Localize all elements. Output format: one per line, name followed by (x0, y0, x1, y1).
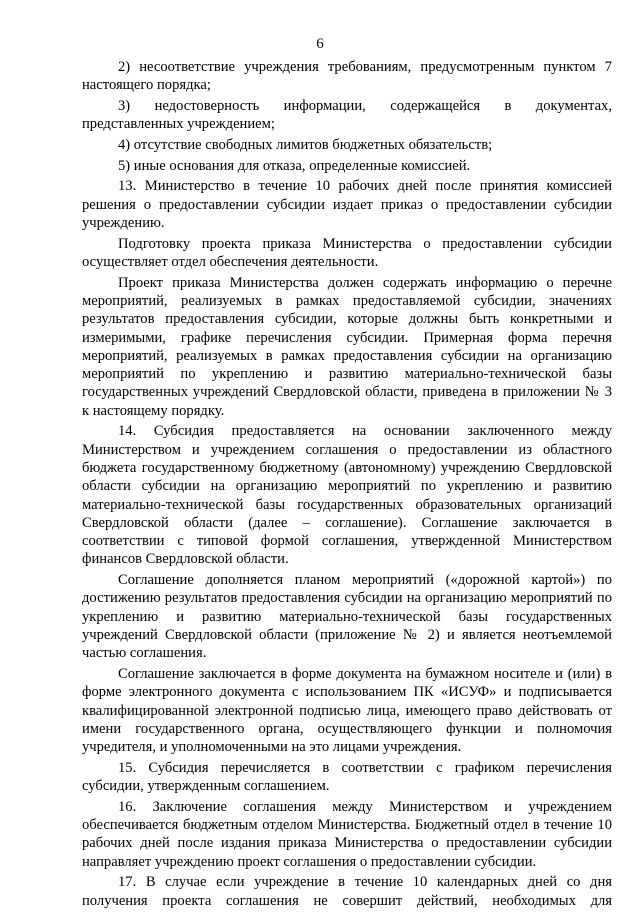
paragraph-item-5: 5) иные основания для отказа, определенные комиссией. (118, 157, 471, 174)
paragraph-agreement-form: Соглашение заключается в форме документа на бумажном носителе и (или) в форме электронного документа с использованием ПК «ИСУФ» и подписывается квалифицированной электронной подписью лица, имеющего право действовать от имени государственного органа, осуществляющего функции и полномочия учредителя, и уполномоченными на это лицами учреждения. (82, 666, 612, 756)
paragraph-order-content: Проект приказа Министерства должен содержать информацию о перечне мероприятий, реализуемых в рамках предоставляемой субсидии, значениях результатов предоставления субсидии, которые должны быть конкретными и измеримыми, графике перечисления субсидии. Примерная форма перечня мероприятий, реализуемых в рамках предоставления субсидии на организацию мероприятий по укреплению и развитию материально-технической базы государственных учреждений Свердловской области, приведена в приложении № 3 к настоящему порядку. (82, 274, 612, 419)
paragraph-clause-14: 14. Субсидия предоставляется на основании заключенного между Министерством и учреждением соглашения о предоставлении из областного бюджета государственному бюджетному (автономному) учреждению Свердловской области субсидии на организацию мероприятий по укреплению и развитию материально-технической базы государственных образовательных организаций Свердловской области (далее – соглашение). Соглашение заключается в соответствии с типовой формой соглашения, утвержденной Министерством финансов Свердловской области. (82, 423, 612, 568)
paragraph-item-3: 3) недостоверность информации, содержащейся в документах, представленных учреждением; (82, 97, 612, 133)
paragraph-clause-17: 17. В случае если учреждение в течение 10 календарных дней со дня получения проекта соглашения не совершит действий, необходимых для (82, 874, 612, 909)
paragraph-clause-15: 15. Субсидия перечисляется в соответствии с графиком перечисления субсидии, утвержденным соглашением. (82, 759, 612, 795)
paragraph-order-preparation: Подготовку проекта приказа Министерства о предоставлении субсидии осуществляет отдел обеспечения деятельности. (82, 235, 612, 270)
paragraph-clause-16: 16. Заключение соглашения между Министерством и учреждением обеспечивается бюджетным отделом Министерства. Бюджетный отдел в течение 10 рабочих дней после издания приказа Министерства о предоставлении субсидии направляет учреждению проект соглашения о предоставлении субсидии. (82, 798, 612, 870)
paragraph-item-2: 2) несоответствие учреждения требованиям, предусмотренным пунктом 7 настоящего порядка; (82, 59, 612, 94)
paragraph-item-4: 4) отсутствие свободных лимитов бюджетных обязательств; (118, 136, 493, 153)
paragraph-roadmap: Соглашение дополняется планом мероприятий («дорожной картой») по достижению результатов предоставления субсидии на организацию мероприятий по укреплению и развитию материально-технической базы государственных учреждений Свердловской области (приложение № 2) и является неотъемлемой частью соглашения. (82, 572, 612, 662)
paragraph-clause-13: 13. Министерство в течение 10 рабочих дней после принятия комиссией решения о предоставлении субсидии издает приказ о предоставлении субсидии учреждению. (82, 178, 612, 231)
document-body (82, 58, 612, 912)
page-number: 6 (316, 36, 324, 52)
